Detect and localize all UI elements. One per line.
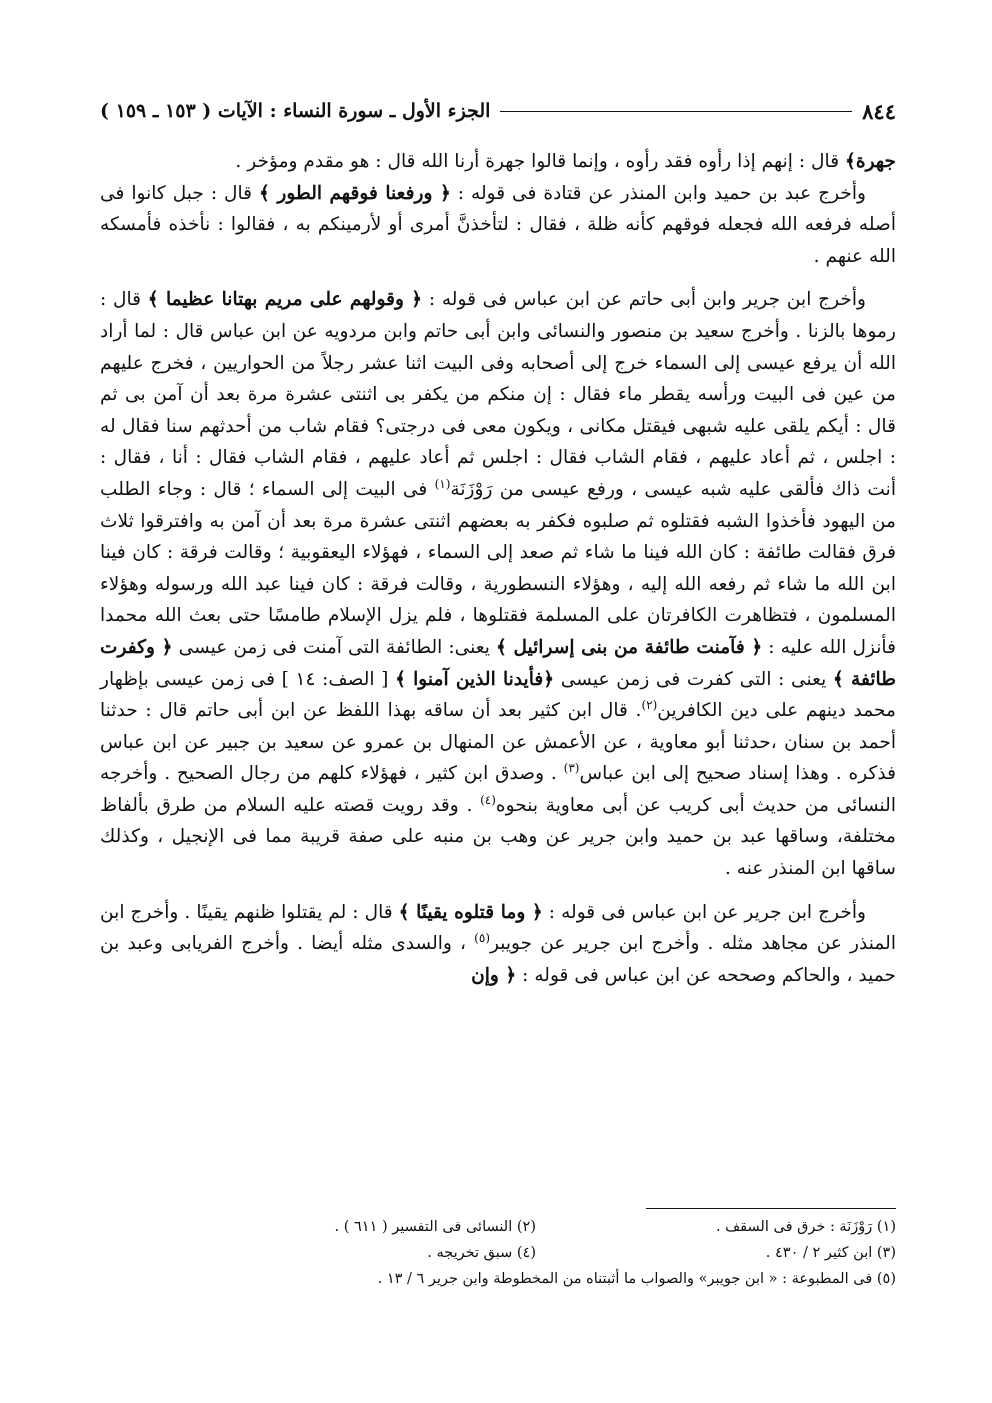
text-run: فى البيت إلى السماء ؛ قال : وجاء الطلب من اليهود فأخذوا الشبه فقتلوه ثم صلبوه فكفر به بعضهم اثنتى عشرة مرة بعد أن آمن به وافترقوا ثلاث فرق فقالت طائفة : كان الله فينا ما شاء ثم صعد إلى السماء ، فهؤلاء اليعقوبية ؛ وقالت فرقة : كان فينا ابن الله ما شاء ثم رفعه الله إليه ، وهؤلاء النسطورية ، وقالت فرقة : كان فينا عبد الله ورسوله وهؤلاء المسلمون ، فتظاهرت الكافرتان على المسلمة فقتلوها ، فلم يزل الإسلام طامسًا حتى بعث الله محمدا فأنزل الله عليه :	[100, 478, 896, 658]
footnote-1: (١) رَوْزَنَة : خرق فى السقف .	[715, 1219, 896, 1235]
text-run: وأخرج عبد بن حميد وابن المنذر عن قتادة فى قوله :	[450, 182, 866, 204]
quran-quote: ﴿ وقولهم على مريم بهتانا عظيما ﴾	[147, 289, 423, 311]
quran-quote: ﴿ ورفعنا فوقهم الطور ﴾	[259, 182, 451, 204]
text-run: ، والسدى مثله أيضا . وأخرج الفريابى وعبد بن حميد ، والحاكم وصححه عن ابن عباس فى قوله :	[100, 933, 896, 986]
quran-quote: ﴿فأيدنا الذين آمنوا ﴾	[395, 668, 555, 690]
footnote-rule	[646, 1208, 896, 1209]
quran-quote: ﴿ فآمنت طائفة من بنى إسرائيل ﴾	[495, 636, 763, 658]
text-run: قال : جبل كانوا فى أصله فرفعه الله فجعله فوقهم كأنه ظلة ، فقال : لتأخذنَّ أمرى أو لأرمينكم به ، فقالوا : نأخذه فأمسكه الله عنهم .	[100, 182, 896, 267]
text-run: يعنى: الطائفة التى آمنت فى زمن عيسى	[172, 636, 496, 658]
page-number: ٨٤٤	[862, 98, 896, 124]
header-title: الجزء الأول ـ سورة النساء : الآيات ( ١٥٣ ـ ١٥٩ )	[100, 100, 491, 122]
text-run: وأخرج ابن جرير وابن أبى حاتم عن ابن عباس فى قوله :	[422, 289, 866, 311]
paragraph-2	[100, 178, 896, 273]
paragraph-3	[100, 284, 896, 884]
footnote-5: (٥) فى المطبوعة : « ابن جويبر» والصواب ما أثبتناه من المخطوطة وابن جرير ٦ / ١٣ .	[377, 1271, 896, 1287]
footnote-row	[170, 1240, 896, 1266]
text-run: [ الصف: ١٤ ] فى زمن عيسى بإظهار محمد دينهم على دين الكافرين	[100, 668, 896, 722]
footnote-row	[170, 1266, 896, 1292]
text-run: قال : رموها بالزنا . وأخرج سعيد بن منصور والنسائى وابن أبى حاتم وابن مردويه عن ابن عباس قال : لما أراد الله أن يرفع عيسى إلى السماء خرج إلى أصحابه وفى البيت اثنا عشر رجلاً من الحواريين ، فخرج عليهم من عين فى البيت ورأسه يقطر ماء فقال : إن منكم من يكفر بى اثنتى عشرة مرة بعد أن آمن بى ثم قال : أيكم يلقى عليه شبهى فيقتل مكانى ، ويكون معى فى درجتى؟ فقام شاب من أحدثهم سنا فقال له : اجلس ، ثم أعاد عليهم ، فقام الشاب فقال : اجلس ثم أعاد عليهم ، فقام الشاب فقال : أنا ، فقال : أنت ذاك فألقى عليه شبه عيسى ، ورفع عيسى من رَوْزَنَة	[100, 289, 896, 500]
quran-quote: ﴿ وكفرت طائفة ﴾	[100, 636, 896, 690]
footnote-ref: (١)	[434, 476, 451, 491]
paragraph-1	[100, 146, 896, 178]
text-run: قال : لم يقتلوا ظنهم يقينًا . وأخرج ابن المنذر عن مجاهد مثله . وأخرج ابن جرير عن جويبر	[100, 901, 896, 955]
main-text	[100, 146, 896, 991]
text-run: وأخرج ابن جرير عن ابن عباس فى قوله :	[542, 901, 867, 923]
paragraph-4	[100, 897, 896, 992]
text-run: . قال ابن كثير بعد أن ساقه بهذا اللفظ عن ابن أبى حاتم قال : حدثنا أحمد بن سنان ،حدثنا أبو معاوية ، عن الأعمش عن المنهال بن عمرو عن سعيد بن جبير عن ابن عباس فذكره . وهذا إسناد صحيح إلى ابن عباس	[100, 700, 897, 785]
footnote-4: (٤) سبق تخريجه .	[427, 1245, 536, 1261]
quran-quote: ﴿ وما قتلوه يقينًا ﴾	[398, 901, 543, 923]
footnote-ref: (٣)	[563, 761, 580, 776]
quran-quote: ﴿ وإن	[471, 964, 517, 986]
footnote-row	[170, 1214, 896, 1240]
text-run: قال : إنهم إذا رأوه فقد رأوه ، وإنما قالوا جهرة أرنا الله قال : هو مقدم ومؤخر .	[235, 151, 846, 172]
footnote-ref: (٢)	[641, 697, 658, 712]
footnote-ref: (٤)	[480, 792, 496, 807]
footnotes	[170, 1214, 896, 1292]
header-rule	[500, 111, 852, 112]
text-run: . وقد رويت قصته عليه السلام من طرق بألفاظ مختلفة، وساقها عبد بن حميد وابن جرير عن وهب بن منبه على صفة قريبة مما فى الإنجيل ، وكذلك ساقها ابن المنذر عنه .	[100, 794, 896, 880]
quran-quote: جهرة﴾	[845, 151, 896, 172]
footnote-ref: (٥)	[474, 931, 490, 946]
footnote-3: (٣) ابن كثير ٢ / ٤٣٠ .	[765, 1245, 896, 1261]
text-run: يعنى : التى كفرت فى زمن عيسى	[554, 668, 833, 690]
text-run: . وصدق ابن كثير ، فهؤلاء كلهم من رجال الصحيح . وأخرجه النسائى من حديث أبى كريب عن أبى معاوية بنحوه	[100, 763, 896, 816]
footnote-2: (٢) النسائى فى التفسير ( ٦١١ ) .	[334, 1219, 536, 1235]
running-header	[100, 96, 896, 126]
